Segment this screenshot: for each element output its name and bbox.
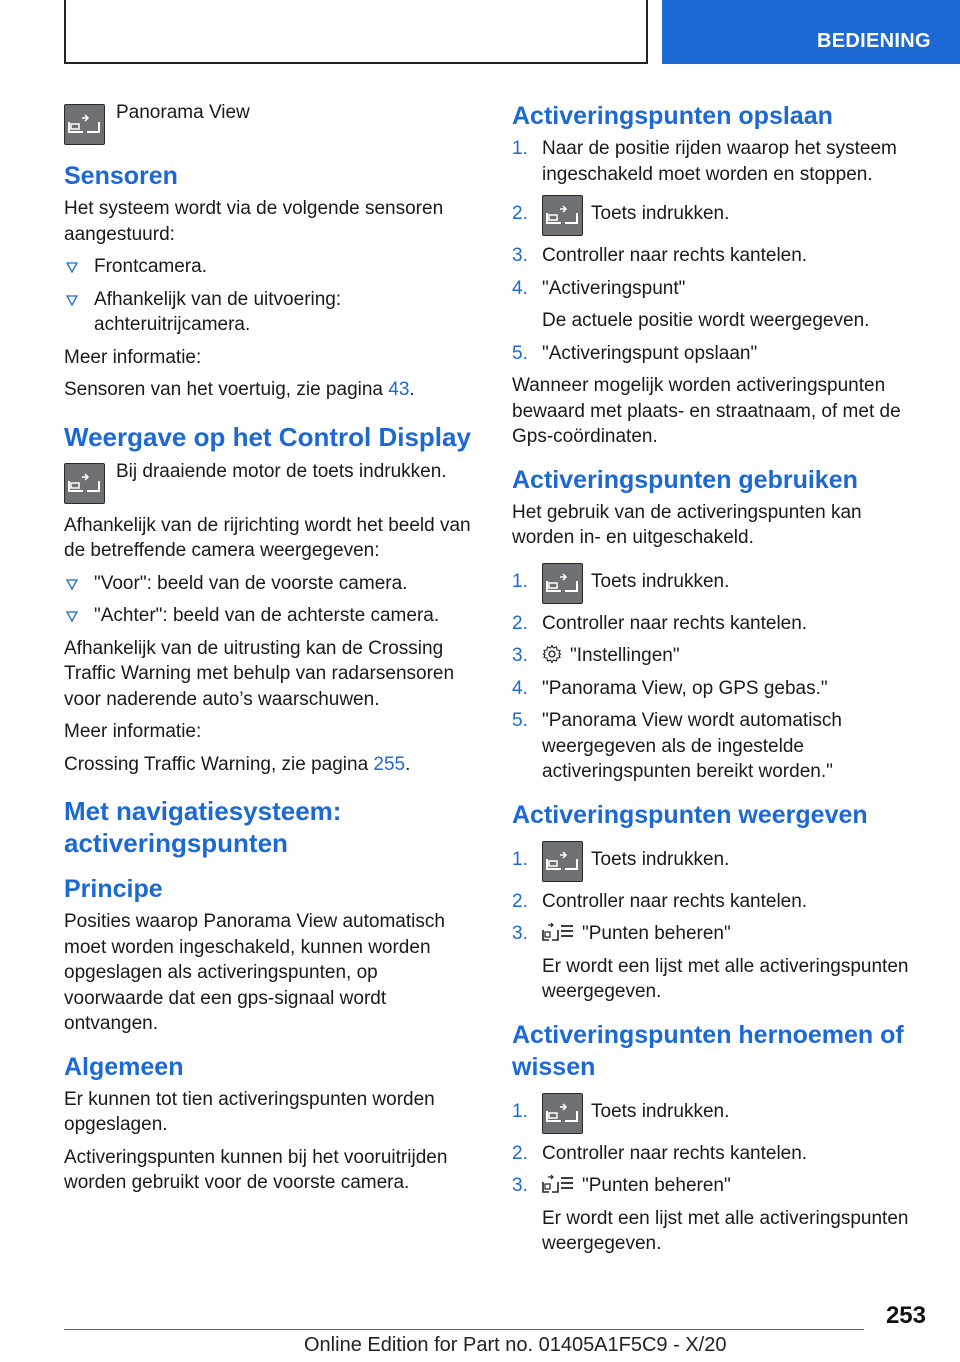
algemeen-paragraph-1: Er kunnen tot tien activeringspunten worden opgeslagen. bbox=[64, 1088, 435, 1135]
panorama-view-button-icon bbox=[64, 463, 105, 504]
sensoren-intro: Het systeem wordt via de volgende sensoren aangestuurd: bbox=[64, 198, 444, 245]
hernoemen-heading: Activeringspunten hernoemen of wissen bbox=[512, 1020, 904, 1081]
triangle-bullet-icon bbox=[66, 610, 78, 622]
more-info-label: Meer informatie: bbox=[64, 721, 202, 742]
camera-list-icon bbox=[542, 922, 574, 942]
panorama-view-button-icon bbox=[64, 104, 105, 145]
step-item: 1. Toets indrukken. bbox=[512, 847, 926, 882]
step-item: 5. "Panorama View wordt automatisch weergegeven als de ingestelde activeringspunten bereikt worden." bbox=[512, 710, 842, 782]
panorama-view-button-icon bbox=[542, 195, 583, 236]
sensoren-reference: Sensoren van het voertuig, zie pagina 43. bbox=[64, 379, 415, 400]
left-column bbox=[64, 100, 476, 1203]
triangle-bullet-icon bbox=[66, 261, 78, 273]
panorama-view-label: Panorama View bbox=[116, 102, 250, 123]
header-frame bbox=[64, 0, 648, 64]
opslaan-heading: Activeringspunten opslaan bbox=[512, 102, 833, 130]
page-link-43[interactable]: 43 bbox=[388, 379, 410, 400]
step-item: 3. "Instellingen" bbox=[512, 645, 680, 666]
sensoren-heading: Sensoren bbox=[64, 162, 178, 190]
gebruiken-heading: Activeringspunten gebruiken bbox=[512, 465, 858, 494]
gebruiken-intro: Het gebruik van de activeringspunten kan worden in- en uitgeschakeld. bbox=[512, 501, 862, 548]
weergave-heading: Weergave op het Control Display bbox=[64, 421, 471, 452]
weergave-paragraph-2: Afhankelijk van de uitrusting kan de Crossing Traffic Warning met behulp van radarsensoren voor naderende auto’s waarschuwen. bbox=[64, 637, 455, 710]
page-link-255[interactable]: 255 bbox=[373, 753, 406, 775]
panorama-view-button-icon bbox=[542, 1093, 583, 1134]
footer-edition: Online Edition for Part no. 01405A1F5C9 - X/20 bbox=[304, 1334, 727, 1356]
page-number: 253 bbox=[885, 1302, 926, 1329]
step-item: 3. Controller naar rechts kantelen. bbox=[512, 245, 808, 266]
principe-heading: Principe bbox=[64, 875, 163, 903]
header-chapter-tab: BEDIENING bbox=[662, 0, 960, 64]
opslaan-note: Wanneer mogelijk worden activeringspunten bewaard met plaats- en straatnaam, of met de Gps-coördinaten. bbox=[512, 375, 901, 447]
weergave-button-text: Bij draaiende motor de toets indrukken. bbox=[116, 460, 447, 482]
algemeen-paragraph-2: Activeringspunten kunnen bij het vooruitrijden worden gebruikt voor de voorste camera. bbox=[64, 1146, 448, 1193]
principe-text: Posities waarop Panorama View automatisch moet worden ingeschakeld, kunnen worden opgeslagen als activeringspunten, op voorwaarde dat een gps-signaal wordt ontvangen. bbox=[64, 911, 445, 1034]
triangle-bullet-icon bbox=[66, 578, 78, 590]
algemeen-heading: Algemeen bbox=[64, 1052, 184, 1081]
panorama-view-button-icon bbox=[542, 841, 583, 882]
step-item: 2. Controller naar rechts kantelen. bbox=[512, 1142, 808, 1164]
list-item-text: "Achter": beeld van de achterste camera. bbox=[94, 605, 440, 626]
list-item bbox=[64, 603, 476, 629]
list-item-text: Afhankelijk van de uitvoering: achteruitrijcamera. bbox=[94, 288, 342, 335]
step-subtext: De actuele positie wordt weergegeven. bbox=[542, 310, 870, 331]
step-subtext: Er wordt een lijst met alle activeringspunten weergegeven. bbox=[542, 1207, 909, 1254]
list-item bbox=[64, 287, 476, 338]
weergave-reference: Crossing Traffic Warning, zie pagina 255. bbox=[64, 753, 411, 775]
panorama-view-button-icon bbox=[542, 563, 583, 604]
more-info-label: Meer informatie: bbox=[64, 346, 202, 368]
step-item: 3. "Punten beheren" bbox=[512, 923, 731, 944]
step-subtext: Er wordt een lijst met alle activeringspunten weergegeven. bbox=[542, 955, 909, 1002]
list-item-text: "Voor": beeld van de voorste camera. bbox=[94, 572, 408, 594]
step-item: 2. Controller naar rechts kantelen. bbox=[512, 612, 808, 634]
camera-list-icon bbox=[542, 1174, 574, 1194]
weergave-paragraph-1: Afhankelijk van de rijrichting wordt het beeld van de betreffende camera weergegeven: bbox=[64, 514, 471, 561]
list-item bbox=[64, 254, 476, 280]
step-item: 4. "Activeringspunt" bbox=[512, 277, 686, 299]
gear-icon bbox=[542, 644, 562, 664]
step-item: 1. Toets indrukken. bbox=[512, 1099, 926, 1134]
step-item: 2. Controller naar rechts kantelen. bbox=[512, 890, 808, 912]
footer-divider bbox=[64, 1329, 864, 1330]
step-item: 4. "Panorama View, op GPS gebas." bbox=[512, 677, 828, 699]
weergeven-heading: Activeringspunten weergeven bbox=[512, 800, 868, 829]
step-item: 2. Toets indrukken. bbox=[512, 201, 926, 236]
panorama-view-row bbox=[64, 100, 476, 146]
step-item: 3. "Punten beheren" bbox=[512, 1175, 731, 1196]
step-item: 1. Toets indrukken. bbox=[512, 569, 926, 604]
list-item-text: Frontcamera. bbox=[94, 256, 207, 277]
list-item bbox=[64, 571, 476, 597]
weergave-button-row bbox=[64, 459, 476, 505]
navigatie-heading: Met navigatiesysteem: activeringspunten bbox=[64, 796, 342, 858]
step-item: 1. Naar de positie rijden waarop het systeem ingeschakeld moet worden en stoppen. bbox=[512, 138, 897, 185]
step-item: 5. "Activeringspunt opslaan" bbox=[512, 342, 758, 364]
triangle-bullet-icon bbox=[66, 294, 78, 306]
right-column bbox=[512, 100, 926, 1264]
